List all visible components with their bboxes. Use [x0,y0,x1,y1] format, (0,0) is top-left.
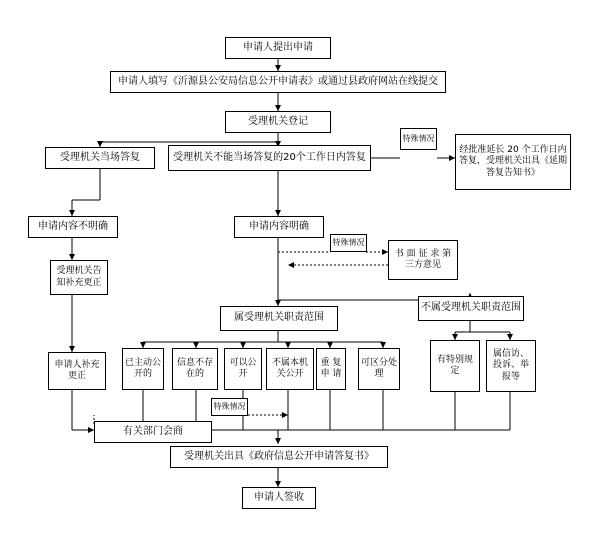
node-special-provision[interactable]: 有特别规定 [430,340,480,392]
node-inter-department-consultation[interactable]: 有关部门会商 [94,421,212,443]
node-notify-supplement[interactable]: 受理机关告知补充更正 [50,260,108,295]
node-within-jurisdiction[interactable]: 属受理机关职责范围 [220,306,338,331]
node-written-third-party-opinion[interactable]: 书 面 征 求 第三方意见 [388,240,458,280]
annotation-special-case-3: 特殊情况 [211,398,248,416]
node-content-unclear[interactable]: 申请内容不明确 [28,216,118,238]
node-already-public[interactable]: 已主动公开的 [122,348,164,390]
node-extension-notice[interactable]: 经批准延长 20 个工作日内答复，受理机关出具《延期答复告知书》 [455,134,571,190]
node-not-this-agency[interactable]: 不属本机关公开 [266,348,314,390]
node-fill-application-form[interactable]: 申请人填写《沂源县公安局信息公开申请表》或通过县政府网站在线提交 [110,71,446,93]
node-info-not-exist[interactable]: 信息不存在的 [172,348,218,390]
node-petition-complaint[interactable]: 属信访、投诉、举报等 [486,340,536,392]
node-issue-reply-letter[interactable]: 受理机关出具《政府信息公开申请答复书》 [170,446,388,468]
annotation-special-case-1: 特殊情况 [400,128,437,150]
node-applicant-receives[interactable]: 申请人签收 [242,487,316,509]
node-onsite-reply[interactable]: 受理机关当场答复 [45,147,155,169]
node-outside-jurisdiction[interactable]: 不属受理机关职责范围 [418,296,524,321]
node-can-disclose[interactable]: 可以公开 [224,348,262,390]
node-separable-handling[interactable]: 可区分处理 [358,348,400,390]
node-applicant-supplements[interactable]: 申请人补充更正 [48,352,106,390]
node-content-clear[interactable]: 申请内容明确 [234,216,324,238]
node-agency-registration[interactable]: 受理机关登记 [225,111,331,133]
node-reply-within-20-days[interactable]: 受理机关不能当场答复的20个工作日内答复 [168,145,371,171]
node-duplicate-request[interactable]: 重 复 申 请 [316,348,346,390]
node-applicant-submits[interactable]: 申请人提出申请 [225,37,331,59]
annotation-special-case-2: 特殊情况 [330,234,367,252]
